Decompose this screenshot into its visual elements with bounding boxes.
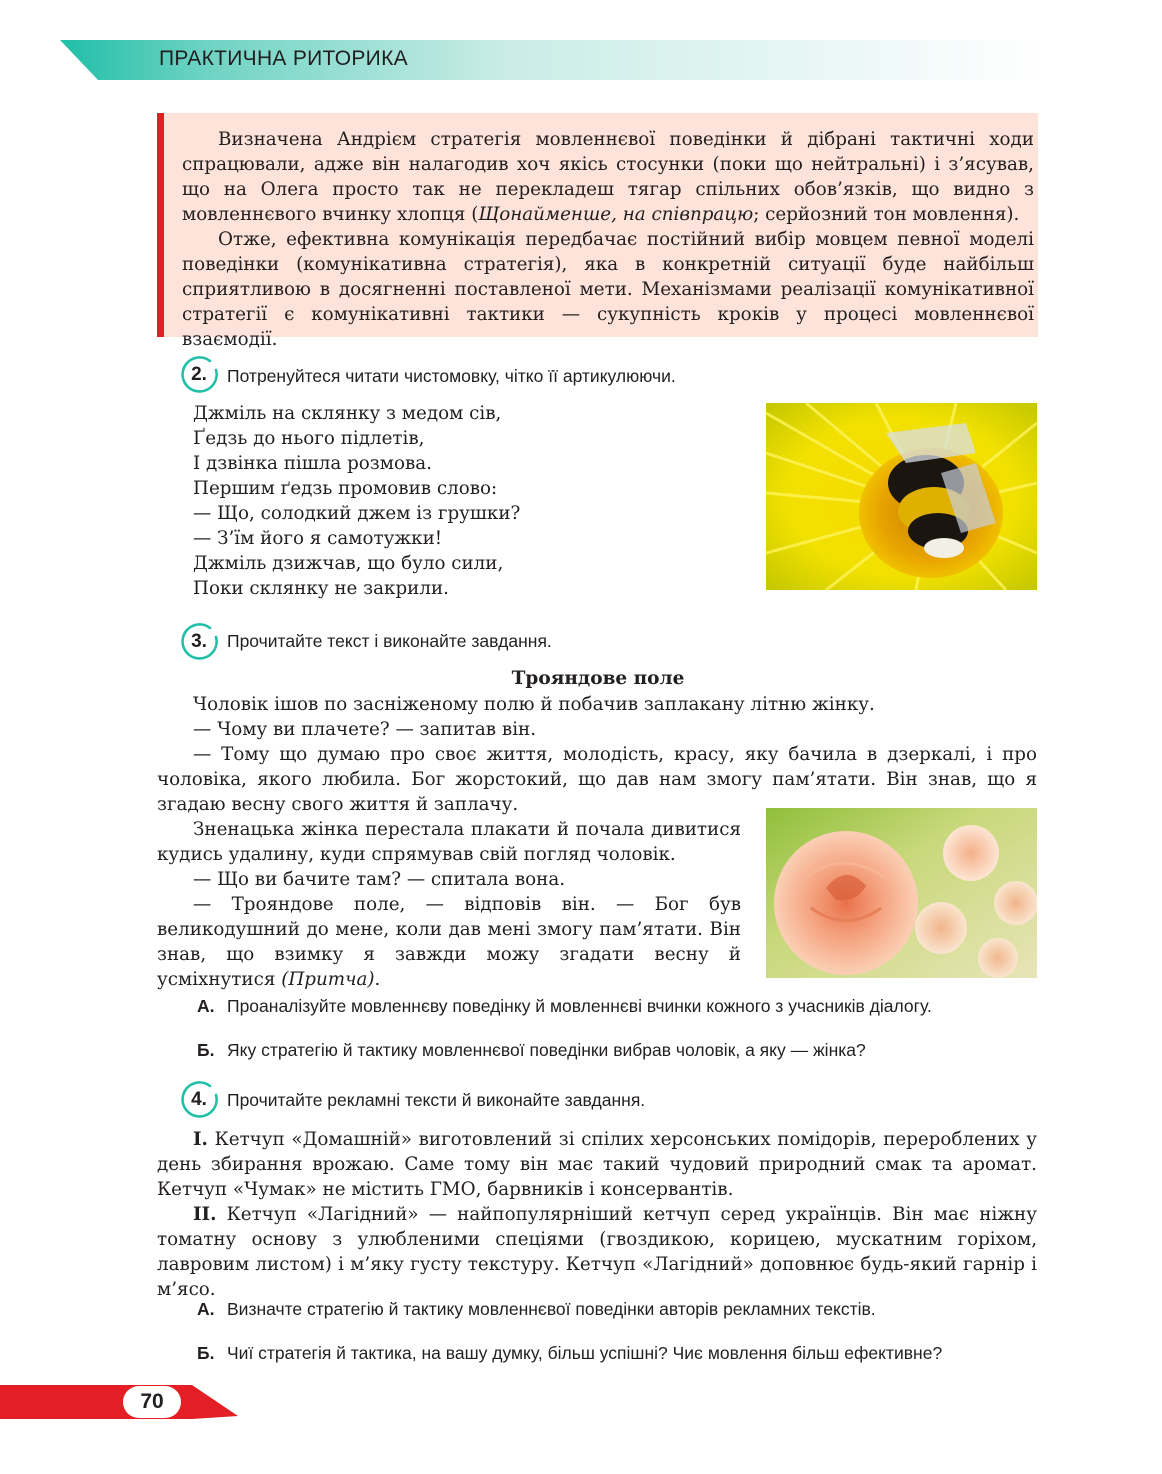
poem-line: — З’їм його я самотужки! xyxy=(193,528,443,549)
poem-line: Джміль дзижчав, що було сили, xyxy=(193,553,504,574)
rose-image xyxy=(766,808,1037,978)
poem-line: — Що, солодкий джем із грушки? xyxy=(193,503,521,524)
section-title: ПРАКТИЧНА РИТОРИКА xyxy=(159,47,408,70)
poem xyxy=(193,401,520,601)
ad-text-1: І. Кетчуп «Домашній» виготовлений зі спілих херсонських помідорів, перероблених у день збирання врожаю. Саме тому він має такий чудовий природний смак та аромат. Кетчуп «Чумак» не містить ГМО, барвників і консервантів. xyxy=(157,1129,1037,1200)
story-paragraph: — Трояндове поле, — відповів він. — Бог був великодушний до мене, коли дав мені змогу пам’ятати. Він знав, що взимку я завжди можу згадати весну й усміхнутися (Притча). xyxy=(157,894,741,990)
story-paragraph: — Тому що думаю про своє життя, молодість, красу, яку бачила в дзеркалі, і про чоловіка, якого любила. Бог жорстокий, що дав нам змогу пам’ятати. Він знав, що я згадаю весну свого життя й заплачу. xyxy=(157,744,1037,815)
task-number: 2. xyxy=(191,364,207,385)
task-2-instruction: Потренуйтеся читати чистомовку, чітко її артикулюючи. xyxy=(227,366,676,386)
theory-paragraph-2: Отже, ефективна комунікація передбачає постійний вибір мовцем певної моделі поведінки (комунікативна стратегія), яка в конкретній ситуації буде найбільш сприятливою в досягненні поставленої мети. Механізмами реалізації комунікативної стратегії є комунікативні тактики — сукупність кроків у процесі мовленнєвої взаємодії. xyxy=(182,229,1034,350)
task-3-instruction: Прочитайте текст і виконайте завдання. xyxy=(227,631,552,651)
story-paragraph: — Що ви бачите там? — спитала вона. xyxy=(193,869,566,890)
task-4-instruction: Прочитайте рекламні тексти й виконайте завдання. xyxy=(227,1090,646,1110)
task-3-question-a: А. Проаналізуйте мовленнєву поведінку й мовленнєві вчинки кожного з учасників діалогу. xyxy=(197,996,932,1016)
task-4-number-badge xyxy=(180,1081,218,1119)
page-number: 70 xyxy=(123,1386,181,1418)
poem-line: І дзвінка пішла розмова. xyxy=(193,453,432,474)
theory-paragraph-1: Визначена Андрієм стратегія мовленнєвої поведінки й дібрані тактичні ходи спрацювали, адже він налагодив хоч якісь стосунки (поки що нейтральні) і з’ясував, що на Олега просто так не перекладеш тягар спільних обов’язків, що видно з мовленнєвого вчинку хлопця (Щонайменше, на співпрацю; серйозний тон мовлення). xyxy=(182,129,1034,225)
poem-line: Поки склянку не закрили. xyxy=(193,578,449,599)
story-paragraph: Зненацька жінка перестала плакати й почала дивитися кудись удалину, куди спрямував свій погляд чоловік. xyxy=(157,819,741,865)
story-title: Трояндове поле xyxy=(511,668,685,689)
bumblebee-on-flower-image xyxy=(766,403,1037,590)
poem-line: Першим ґедзь промовив слово: xyxy=(193,478,498,499)
ad-text-2: ІІ. Кетчуп «Лагідний» — найпопулярніший кетчуп серед українців. Він має ніжну томатну основу з улюбленими спеціями (гвоздикою, корицею, мускатним горіхом, лавровим листом) і м’яку густу текстуру. Кетчуп «Лагідний» доповнює будь-який гарнір і м’ясо. xyxy=(157,1204,1037,1300)
task-3-number-badge xyxy=(180,623,218,661)
footer-bar xyxy=(0,1385,238,1419)
task-4-question-b: Б. Чиї стратегія й тактика, на вашу думку, більш успішні? Чиє мовлення більш ефективне? xyxy=(197,1343,943,1363)
poem-line: Джміль на склянку з медом сів, xyxy=(193,403,502,424)
task-number: 4. xyxy=(191,1089,207,1110)
story-paragraph: — Чому ви плачете? — запитав він. xyxy=(193,719,537,740)
theory-box xyxy=(157,113,1038,350)
task-number: 3. xyxy=(191,631,207,652)
task-3-question-b: Б. Яку стратегію й тактику мовленнєвої поведінки вибрав чоловік, а яку — жінка? xyxy=(197,1040,866,1060)
story-paragraph: Чоловік ішов по засніженому полю й побачив заплакану літню жінку. xyxy=(193,694,875,715)
task-2-number-badge xyxy=(180,356,218,394)
task-4-question-a: А. Визначте стратегію й тактику мовленнєвої поведінки авторів рекламних текстів. xyxy=(197,1299,876,1319)
poem-line: Ґедзь до нього підлетів, xyxy=(193,428,425,449)
